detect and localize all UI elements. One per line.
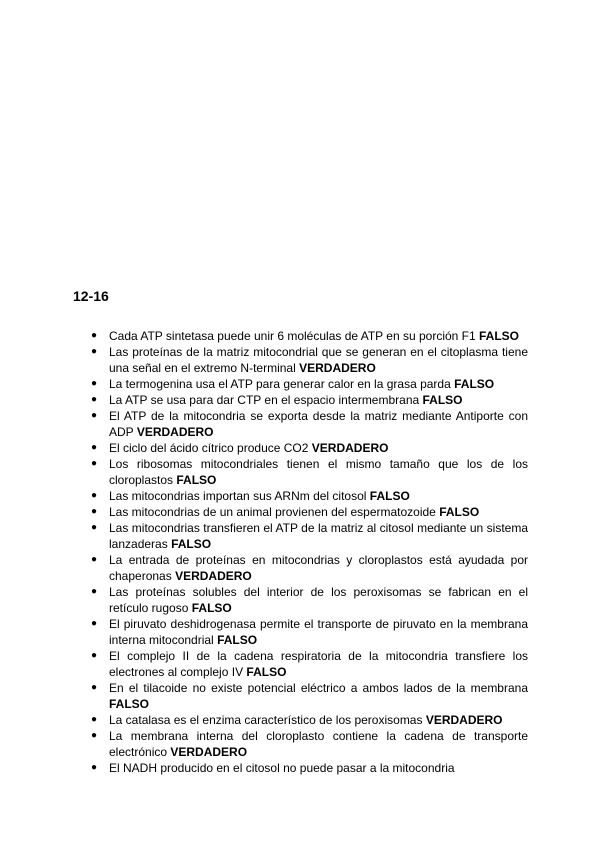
- list-item: [91, 392, 528, 408]
- list-item: [91, 328, 528, 344]
- statement-text: Las mitocondrias transfieren el ATP de la matriz al citosol mediante un sistema lanzaderas: [109, 521, 528, 551]
- statement-text: La termogenina usa el ATP para generar calor en la grasa parda: [109, 377, 451, 391]
- list-item: [91, 616, 528, 648]
- statement-text: Las proteínas solubles del interior de los peroxisomas se fabrican en el retículo rugoso: [109, 585, 528, 615]
- answer-label: VERDADERO: [425, 713, 503, 727]
- list-item: [91, 584, 528, 616]
- list-item: [91, 728, 528, 760]
- list-item: [91, 520, 528, 552]
- answer-label: VERDADERO: [311, 441, 389, 455]
- bullet-icon: ●: [91, 586, 98, 597]
- list-item: [91, 760, 528, 776]
- statement-text: La membrana interna del cloroplasto contiene la cadena de transporte electrónico: [109, 729, 528, 759]
- bullet-icon: ●: [91, 522, 98, 533]
- answer-label: FALSO: [454, 377, 495, 391]
- bullet-icon: ●: [91, 490, 98, 501]
- bullet-icon: ●: [91, 618, 98, 629]
- bullet-icon: ●: [91, 714, 98, 725]
- statement-text: La entrada de proteínas en mitocondrias y cloroplastos está ayudada por chaperonas: [109, 553, 528, 583]
- list-item: [91, 680, 528, 712]
- bullet-icon: ●: [91, 730, 98, 741]
- answer-label: VERDADERO: [175, 569, 252, 583]
- list-item: [91, 440, 528, 456]
- answer-label: VERDADERO: [136, 425, 214, 439]
- bullet-icon: ●: [91, 346, 98, 357]
- bullet-icon: ●: [91, 330, 98, 341]
- statement-text: Las mitocondrias importan sus ARNm del citosol: [109, 489, 367, 503]
- answer-label: FALSO: [439, 505, 480, 519]
- statement-text: El piruvato deshidrogenasa permite el transporte de piruvato en la membrana interna mitocondrial: [109, 617, 528, 647]
- statement-text: El ATP de la mitocondria se exporta desde la matriz mediante Antiporte con ADP: [109, 409, 528, 439]
- statement-text: La ATP se usa para dar CTP en el espacio intermembrana: [109, 393, 420, 407]
- answer-label: FALSO: [369, 489, 410, 503]
- answer-label: FALSO: [176, 473, 217, 487]
- bullet-icon: ●: [91, 378, 98, 389]
- statement-text: La catalasa es el enzima característico de los peroxisomas: [109, 713, 423, 727]
- section-heading: 12-16: [73, 288, 109, 304]
- bullet-icon: ●: [91, 506, 98, 517]
- list-item: [91, 648, 528, 680]
- bullet-icon: ●: [91, 458, 98, 469]
- statement-text: El complejo II de la cadena respiratoria de la mitocondria transfiere los electrones al complejo IV: [109, 649, 528, 679]
- bullet-icon: ●: [91, 762, 98, 773]
- list-item: [91, 376, 528, 392]
- answer-label: FALSO: [217, 633, 258, 647]
- answer-label: FALSO: [171, 537, 212, 551]
- list-item: [91, 488, 528, 504]
- answer-label: VERDADERO: [170, 745, 248, 759]
- statement-text: El NADH producido en el citosol no puede pasar a la mitocondria: [109, 761, 455, 775]
- statement-text: Cada ATP sintetasa puede unir 6 moléculas de ATP en su porción F1: [109, 329, 476, 343]
- statement-text: Los ribosomas mitocondriales tienen el mismo tamaño que los de los cloroplastos: [109, 457, 528, 487]
- list-item: [91, 552, 528, 584]
- answer-label: FALSO: [191, 601, 232, 615]
- list-item: [91, 344, 528, 376]
- statement-text: Las proteínas de la matriz mitocondrial que se generan en el citoplasma tiene una señal en el extremo N-terminal: [109, 345, 528, 375]
- true-false-list: [91, 328, 528, 776]
- bullet-icon: ●: [91, 442, 98, 453]
- bullet-icon: ●: [91, 410, 98, 421]
- bullet-icon: ●: [91, 650, 98, 661]
- statement-text: Las mitocondrias de un animal provienen del espermatozoide: [109, 505, 436, 519]
- answer-label: VERDADERO: [299, 361, 376, 375]
- list-item: [91, 408, 528, 440]
- answer-label: FALSO: [422, 393, 463, 407]
- list-item: [91, 456, 528, 488]
- answer-label: FALSO: [109, 697, 150, 711]
- statement-text: En el tilacoide no existe potencial eléctrico a ambos lados de la membrana: [109, 681, 528, 695]
- list-item: [91, 712, 528, 728]
- bullet-icon: ●: [91, 554, 98, 565]
- answer-label: FALSO: [246, 665, 287, 679]
- bullet-icon: ●: [91, 682, 98, 693]
- answer-label: FALSO: [479, 329, 520, 343]
- list-item: [91, 504, 528, 520]
- bullet-icon: ●: [91, 394, 98, 405]
- statement-text: El ciclo del ácido cítrico produce CO2: [109, 441, 309, 455]
